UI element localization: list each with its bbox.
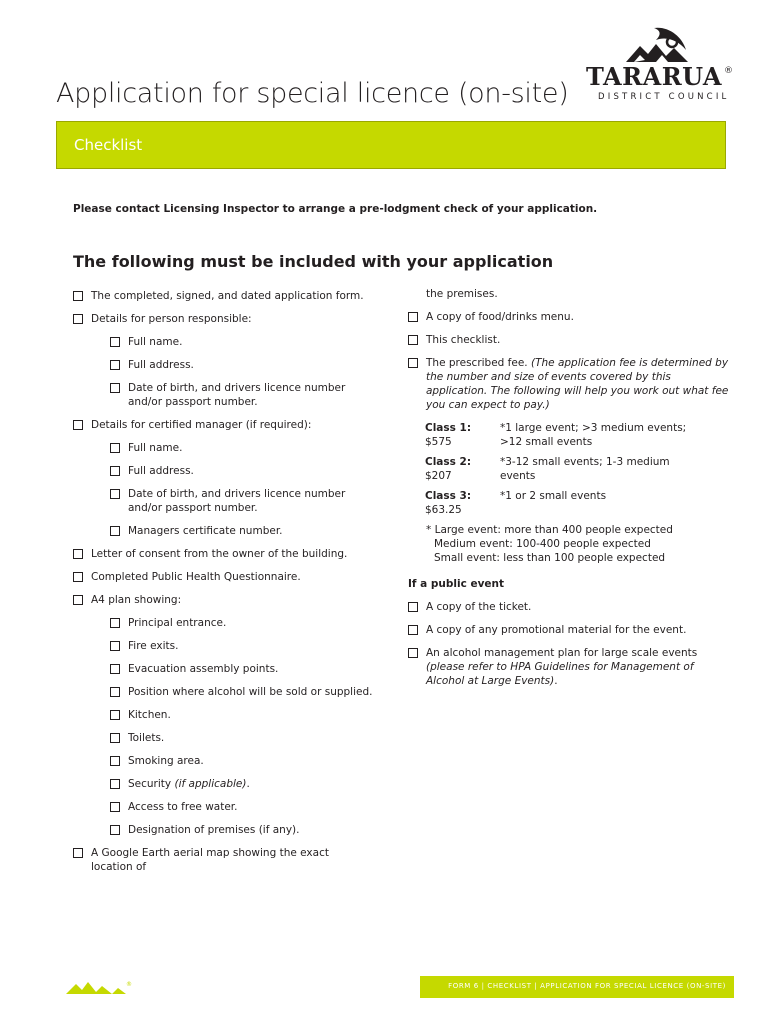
checkbox[interactable] <box>408 602 418 612</box>
public-event-heading: If a public event <box>408 578 505 590</box>
checklist-item: A Google Earth aerial map showing the exact location of <box>73 846 373 874</box>
checkbox[interactable] <box>110 756 120 766</box>
checklist-subitem: Evacuation assembly points. <box>110 662 373 676</box>
continued-text: the premises. <box>426 288 498 300</box>
checkbox[interactable] <box>110 664 120 674</box>
footer-bar <box>420 976 734 998</box>
fee-row: Class 1: $575 *1 large event; >3 medium events; >12 small events <box>425 422 687 448</box>
logo-registered-mark: ® <box>724 66 733 76</box>
left-column <box>73 289 373 883</box>
checkbox[interactable] <box>110 641 120 651</box>
checklist-subitem: Full name. <box>110 335 373 349</box>
right-column <box>408 287 733 697</box>
checkbox[interactable] <box>110 779 120 789</box>
checklist-item: A copy of the ticket. <box>408 600 733 614</box>
checkbox[interactable] <box>110 710 120 720</box>
checklist-subitem: Kitchen. <box>110 708 373 722</box>
checklist-subitem: Position where alcohol will be sold or supplied. <box>110 685 373 699</box>
checklist-subitem: Smoking area. <box>110 754 373 768</box>
checklist-subitem: Date of birth, and drivers licence number and/or passport number. <box>110 487 373 515</box>
fee-row: Class 3: $63.25 *1 or 2 small events <box>425 490 607 516</box>
checkbox[interactable] <box>408 335 418 345</box>
checkbox[interactable] <box>110 360 120 370</box>
checklist-subitem: Toilets. <box>110 731 373 745</box>
checklist-item: An alcohol management plan for large scale events (please refer to HPA Guidelines for Management of Alcohol at Large Events). <box>408 646 733 688</box>
checklist-banner <box>56 121 726 169</box>
event-size-notes: * Large event: more than 400 people expected Medium event: 100-400 people expected Small event: less than 100 people expected <box>426 524 673 564</box>
checklist-item: A copy of any promotional material for the event. <box>408 623 733 637</box>
checklist-item: A4 plan showing: <box>73 593 373 607</box>
checkbox[interactable] <box>73 314 83 324</box>
checkbox[interactable] <box>408 625 418 635</box>
checkbox[interactable] <box>73 572 83 582</box>
checkbox[interactable] <box>110 802 120 812</box>
checkbox[interactable] <box>110 825 120 835</box>
checkbox[interactable] <box>73 420 83 430</box>
checkbox[interactable] <box>408 312 418 322</box>
checklist-subitem: Access to free water. <box>110 800 373 814</box>
checklist-item: A copy of food/drinks menu. <box>408 310 733 324</box>
checklist-item: Details for certified manager (if required): <box>73 418 373 432</box>
checklist-item: This checklist. <box>408 333 733 347</box>
checkbox[interactable] <box>110 526 120 536</box>
checkbox[interactable] <box>110 733 120 743</box>
checkbox[interactable] <box>73 549 83 559</box>
checklist-subitem: Managers certificate number. <box>110 524 373 538</box>
footer-text: FORM 6 | CHECKLIST | APPLICATION FOR SPECIAL LICENCE (ON-SITE) <box>448 982 726 990</box>
checkbox[interactable] <box>73 848 83 858</box>
checklist-subitem: Full name. <box>110 441 373 455</box>
checklist-item: Letter of consent from the owner of the building. <box>73 547 373 561</box>
checklist-item: The completed, signed, and dated application form. <box>73 289 373 303</box>
mountains-logo-icon <box>64 978 134 996</box>
logo-name: TARARUA <box>586 62 722 91</box>
checklist-subitem: Fire exits. <box>110 639 373 653</box>
checkbox[interactable] <box>110 687 120 697</box>
checklist-item: Completed Public Health Questionnaire. <box>73 570 373 584</box>
page-title: Application for special licence (on-site) <box>56 78 569 109</box>
checkbox[interactable] <box>408 648 418 658</box>
fee-row: Class 2: $207 *3-12 small events; 1-3 medium events <box>425 456 670 482</box>
banner-label: Checklist <box>74 136 143 154</box>
section-heading: The following must be included with your application <box>73 252 554 271</box>
checklist-item: Details for person responsible: <box>73 312 373 326</box>
checklist-subitem: Security (if applicable). <box>110 777 373 791</box>
checklist-subitem: Full address. <box>110 464 373 478</box>
checklist-subitem: Principal entrance. <box>110 616 373 630</box>
checklist-subitem: Designation of premises (if any). <box>110 823 373 837</box>
checkbox[interactable] <box>110 618 120 628</box>
checkbox[interactable] <box>110 466 120 476</box>
checklist-subitem: Date of birth, and drivers licence number and/or passport number. <box>110 381 373 409</box>
checkbox[interactable] <box>110 443 120 453</box>
checklist-subitem: Full address. <box>110 358 373 372</box>
checklist-item: The prescribed fee. (The application fee is determined by the number and size of events covered by this application. The following will help you work out what fee you can expect to pay.) <box>408 356 733 412</box>
checkbox[interactable] <box>110 383 120 393</box>
logo-subtitle: DISTRICT COUNCIL <box>598 92 730 102</box>
svg-text:®: ® <box>126 981 132 988</box>
council-logo <box>586 26 736 106</box>
checkbox[interactable] <box>110 489 120 499</box>
mountain-icon <box>626 26 696 66</box>
checkbox[interactable] <box>110 337 120 347</box>
notice-text: Please contact Licensing Inspector to arrange a pre-lodgment check of your application. <box>73 203 598 215</box>
checkbox[interactable] <box>73 291 83 301</box>
page-footer <box>56 976 734 998</box>
checkbox[interactable] <box>408 358 418 368</box>
checkbox[interactable] <box>73 595 83 605</box>
